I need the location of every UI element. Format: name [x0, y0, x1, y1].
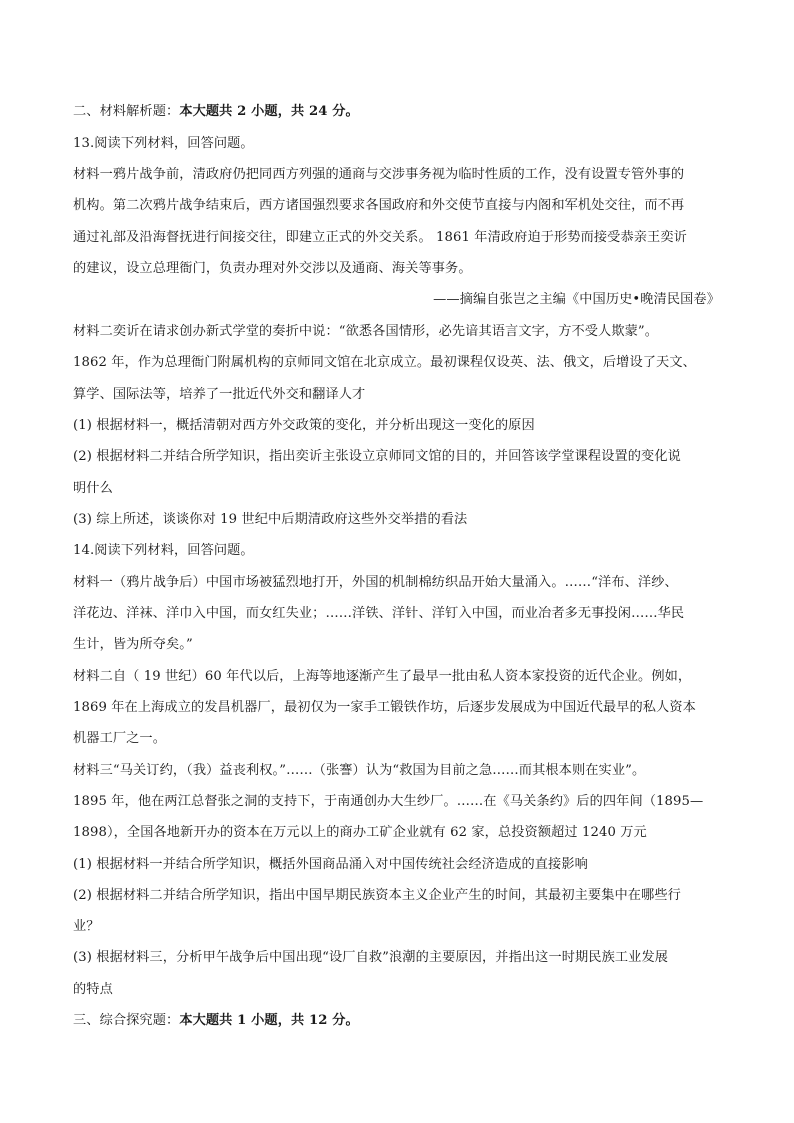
q13-question: (3) 综上所述，谈谈你对 19 世纪中后期清政府这些外交举措的看法 — [73, 512, 468, 527]
q13-source: ——摘编自张岂之主编《中国历史•晚清民国卷》 — [433, 292, 720, 307]
q13-material1-line: 通过礼部及沿海督抚进行间接交往，即建立正式的外交关系。 1861 年清政府迫于形势而接受恭亲王奕䜣 — [73, 230, 687, 245]
section2-heading-bold: 本大题共 2 小题，共 24 分。 — [179, 104, 359, 119]
q13-material1-line: 材料一鸦片战争前，清政府仍把同西方列强的通商与交涉事务视为临时性质的工作，没有设置专管外事的 — [73, 167, 685, 182]
q13-material1-line: 机构。第二次鸦片战争结束后，西方诸国强烈要求各国政府和外交使节直接与内阁和军机处交往，而不再 — [73, 198, 685, 213]
q14-material1-line: 材料一（鸦片战争后）中国市场被猛烈地打开，外国的机制棉纺织品开始大量涌入。……“洋布、洋纱、 — [73, 575, 678, 590]
q13-material2-line: 1862 年，作为总理衙门附属机构的京师同文馆在北京成立。最初课程仅设英、法、俄文，后增设了天文、 — [73, 355, 696, 370]
q14-question: (2) 根据材料二并结合所学知识，指出中国早期民族资本主义企业产生的时间，其最初主要集中在哪些行 — [73, 888, 681, 903]
section3-heading — [73, 1013, 723, 1029]
section2-heading — [73, 104, 723, 120]
q14-question: 的特点 — [73, 982, 113, 997]
q14-material3-line: 1895 年，他在两江总督张之洞的支持下，于南通创办大生纱厂。……在《马关条约》后的四年间（1895— — [73, 794, 704, 809]
q14-question: (1) 根据材料一并结合所学知识，概括外国商品涌入对中国传统社会经济造成的直接影响 — [73, 857, 588, 872]
q13-material2-line: 材料二奕䜣在请求创办新式学堂的奏折中说：“欲悉各国情形，必先谙其语言文字，方不受人欺蒙”。 — [73, 324, 659, 339]
section3-heading-prefix: 三、综合探究题： — [73, 1013, 180, 1028]
q13-material2-line: 算学、国际法等，培养了一批近代外交和翻译人才 — [73, 387, 366, 402]
q13-question: 明什么 — [73, 481, 113, 496]
q14-material3-line: 材料三“马关订约，（我）益丧利权。”……（张謇）认为“救国为目前之急……而其根本则在实业”。 — [73, 763, 646, 778]
q13-prompt: 13.阅读下列材料，回答问题。 — [73, 136, 254, 151]
q14-material1-line: 洋花边、洋袜、洋巾入中国，而女红失业；……洋铁、洋针、洋钉入中国，而业冶者多无事投闲……华民 — [73, 606, 685, 621]
section2-heading-prefix: 二、材料解析题： — [73, 104, 180, 119]
q14-material2-line: 材料二自（ 19 世纪）60 年代以后，上海等地逐渐产生了最早一批由私人资本家投资的近代企业。例如， — [73, 669, 692, 684]
q14-question: 业？ — [73, 919, 100, 934]
section3-heading-bold: 本大题共 1 小题，共 12 分。 — [179, 1013, 359, 1028]
q13-material1-line: 的建议，设立总理衙门，负责办理对外交涉以及通商、海关等事务。 — [73, 261, 472, 276]
q13-question: (2) 根据材料二并结合所学知识，指出奕䜣主张设立京师同文馆的目的，并回答该学堂课程设置的变化说 — [73, 449, 681, 464]
q14-prompt: 14.阅读下列材料，回答问题。 — [73, 543, 254, 558]
q14-question: (3) 根据材料三，分析甲午战争后中国出现“设厂自救”浪潮的主要原因，并指出这一时期民族工业发展 — [73, 950, 669, 965]
q14-material2-line: 机器工厂之一。 — [73, 731, 167, 746]
q13-question: (1) 根据材料一，概括清朝对西方外交政策的变化，并分析出现这一变化的原因 — [73, 418, 535, 433]
q14-material1-line: 生计，皆为所夺矣。” — [73, 637, 193, 652]
q14-material3-line: 1898），全国各地新开办的资本在万元以上的商办工矿企业就有 62 家，总投资额超过 1240 万元 — [73, 825, 647, 840]
q14-material2-line: 1869 年在上海成立的发昌机器厂，最初仅为一家手工锻铁作坊，后逐步发展成为中国近代最早的私人资本 — [73, 700, 696, 715]
